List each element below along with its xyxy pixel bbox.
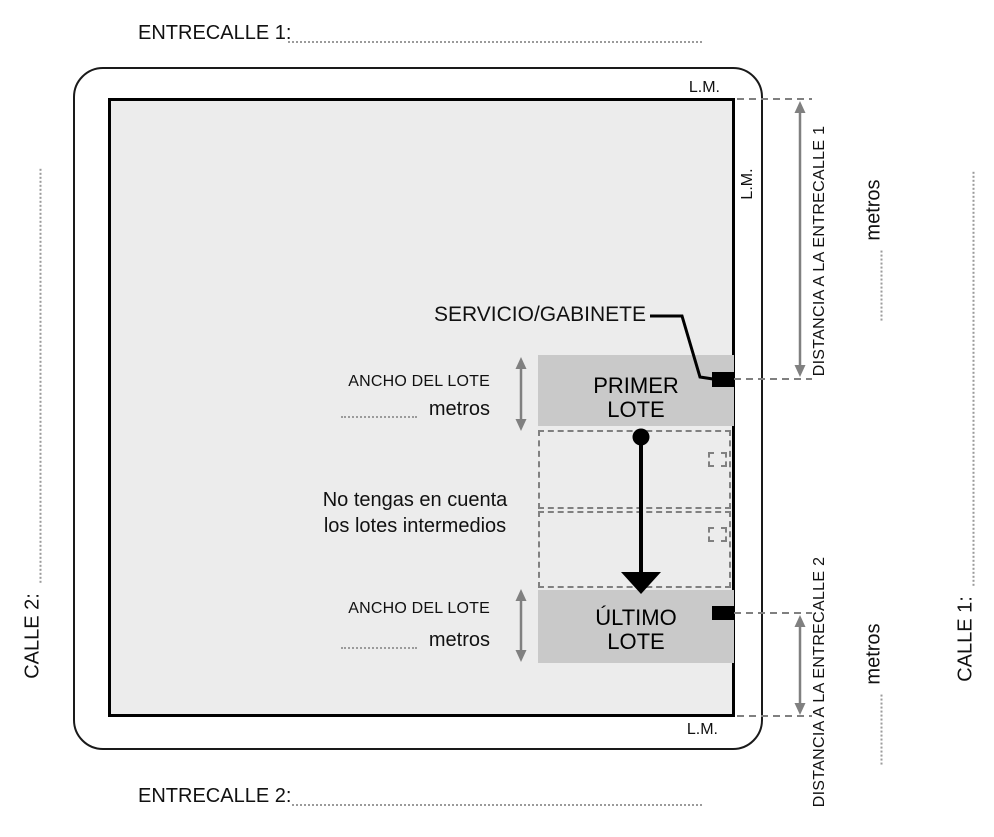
service-cabinet-box-first (712, 372, 734, 387)
distance-to-entrecalle1-label: DISTANCIA A LA ENTRECALLE 1 (811, 125, 828, 377)
last-lot (538, 590, 734, 663)
arrowhead (795, 615, 806, 627)
entrecalle1-fill-line (288, 25, 702, 43)
intermediate-service-box-2 (708, 527, 727, 542)
distance2-value (863, 623, 886, 764)
calle1-group (955, 172, 978, 682)
last-lot-label-line2: LOTE (607, 629, 665, 654)
calle2-fill-line (26, 169, 42, 583)
arrowhead (795, 703, 806, 715)
distance1-fill-line (867, 251, 883, 321)
distance2-fill-line (867, 695, 883, 765)
lm-marker-top: L.M. (688, 79, 720, 96)
lm-marker-right: L.M. (739, 168, 756, 200)
service-cabinet-label: SERVICIO/GABINETE (434, 303, 646, 326)
first-lot-label-line1: PRIMER (593, 372, 679, 398)
calle2-group (22, 169, 45, 679)
intermediate-service-box-1 (708, 452, 727, 467)
intermediate-lot-2 (538, 511, 731, 588)
first-lot-label-line2: LOTE (607, 396, 665, 422)
note-line2: los lotes intermedios (323, 515, 507, 537)
service-cabinet-box-last (712, 606, 734, 620)
lot-width-value-first (330, 398, 490, 421)
meters-unit-label: metros (862, 179, 885, 241)
intermediate-lots-note (295, 487, 535, 539)
intermediate-lot-1 (538, 430, 731, 509)
distance-to-entrecalle2-label: DISTANCIA A LA ENTRECALLE 2 (811, 556, 828, 808)
meters-unit-label: metros (428, 629, 490, 651)
entrecalle2-label: ENTRECALLE 2: (138, 785, 292, 807)
calle1-label: CALLE 1: (954, 596, 977, 682)
calle1-fill-line (959, 172, 975, 586)
lot-width-fill-line-first (341, 402, 417, 418)
last-lot-label-line1: ÚLTIMO (595, 605, 677, 630)
distance1-value (863, 179, 886, 320)
meters-unit-label: metros (862, 623, 885, 685)
lm-marker-bottom: L.M. (686, 721, 718, 738)
entrecalle1-label: ENTRECALLE 1: (138, 22, 292, 44)
calle2-label: CALLE 2: (21, 593, 44, 679)
lot-width-value-last (330, 629, 490, 652)
arrowhead (795, 101, 806, 113)
note-line1: No tengas en cuenta (322, 489, 508, 511)
arrowhead (795, 365, 806, 377)
lot-width-label-last: ANCHO DEL LOTE (348, 600, 490, 617)
lot-width-label-first: ANCHO DEL LOTE (348, 373, 490, 390)
lot-width-fill-line-last (341, 633, 417, 649)
first-lot (538, 355, 734, 426)
meters-unit-label: metros (428, 398, 490, 420)
entrecalle2-fill-line (292, 788, 702, 806)
